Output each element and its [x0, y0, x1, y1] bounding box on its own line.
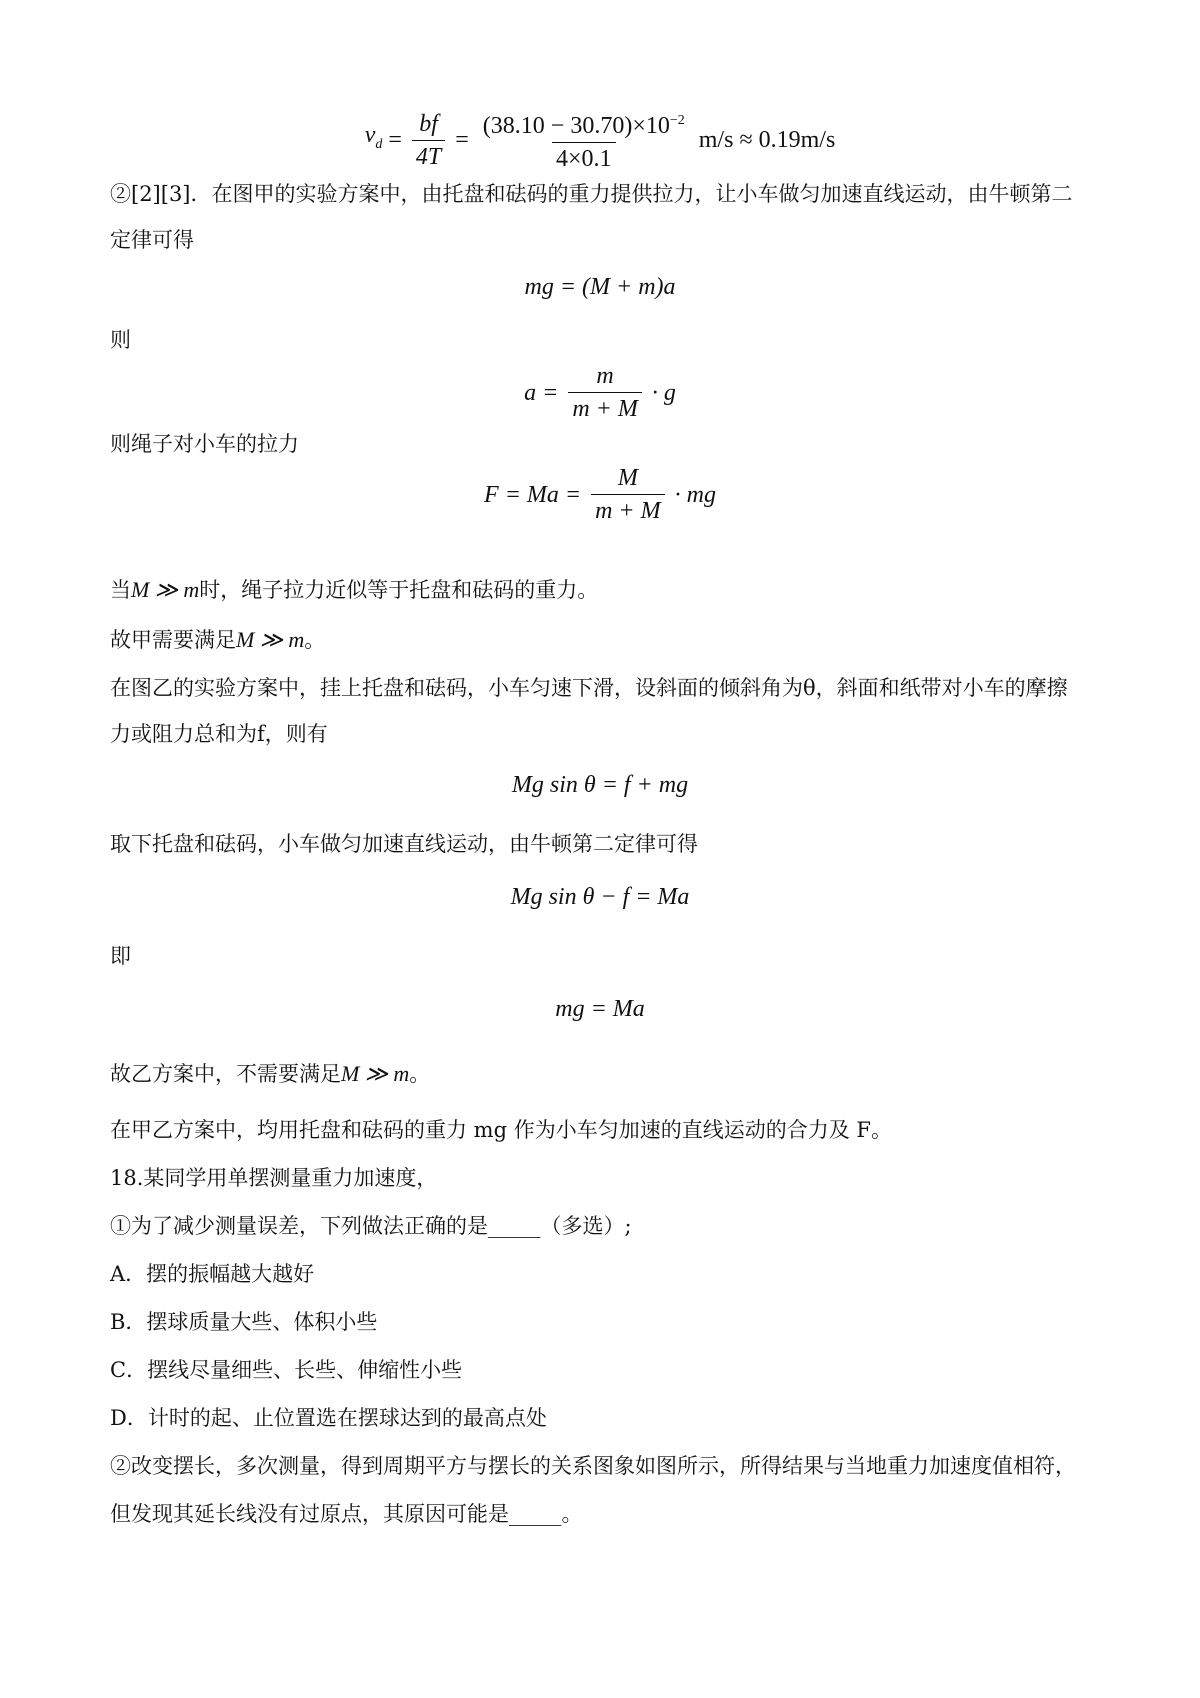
eq3-lhs: F = Ma = [484, 481, 582, 508]
paragraph: 即 [110, 944, 131, 968]
eq-vd-lhs: v [364, 122, 376, 149]
frac-exponent: −2 [669, 113, 685, 128]
frac-numerator: (38.10 − 30.70)×10 [482, 113, 670, 139]
frac-denominator: 4T [412, 140, 445, 170]
paragraph: 在甲乙方案中，均用托盘和砝码的重力 mg 作为小车匀加速的直线运动的合力及 F。 [110, 1118, 892, 1142]
option-a: A．摆的振幅越大越好 [110, 1262, 315, 1286]
equation-5: Mg sin θ − f = Ma [510, 884, 690, 910]
text: 当 [110, 578, 131, 602]
paragraph [110, 626, 1090, 654]
question-title: 18.某同学用单摆测量重力加速度， [110, 1166, 438, 1190]
text: 故甲需要满足 [110, 628, 236, 652]
frac-numerator: bf [419, 110, 438, 137]
fraction-numeric [479, 108, 689, 172]
paragraph: 力或阻力总和为f，则有 [110, 722, 328, 746]
option-d: D．计时的起、止位置选在摆球达到的最高点处 [110, 1406, 547, 1430]
frac-denominator: m + M [568, 392, 642, 422]
equation-6: mg = Ma [555, 996, 645, 1022]
frac-numerator: M [617, 465, 638, 491]
paragraph: 在图乙的实验方案中，挂上托盘和砝码，小车匀速下滑，设斜面的倾斜角为θ，斜面和纸带对小车的摩擦 [110, 676, 1068, 700]
frac-denominator: 4×0.1 [552, 142, 616, 172]
paragraph: ②[2][3]．在图甲的实验方案中，由托盘和砝码的重力提供拉力，让小车做匀加速直线运动，由牛顿第二 [110, 182, 1073, 206]
text: 。 [304, 628, 326, 652]
frac-numerator: m [596, 363, 614, 389]
equation-vd: $v_d$ = $\frac{bf}{4T}$ = $\frac{(38.10 - 30.70)\times 10^{-2}}{4\times 0.1}$ m/s ≈ 0.19m/s [0, 108, 1200, 172]
math-inline: M ≫ m [236, 627, 305, 652]
math-inline: M ≫ m [131, 577, 200, 602]
paragraph: 取下托盘和砝码，小车做匀加速直线运动，由牛顿第二定律可得 [110, 832, 698, 856]
question-part-2: ②改变摆长，多次测量，得到周期平方与摆长的关系图象如图所示，所得结果与当地重力加速度值相符， [110, 1454, 1076, 1478]
eq3-tail: · mg [674, 481, 716, 508]
equation-2 [0, 363, 1200, 422]
question-part-2-cont: 但发现其延长线没有过原点，其原因可能是_____。 [110, 1502, 583, 1526]
frac-denominator: m + M [591, 494, 665, 524]
paragraph [110, 1060, 1090, 1088]
paragraph [110, 576, 1090, 604]
option-b: B．摆球质量大些、体积小些 [110, 1310, 378, 1334]
option-c: C．摆线尽量细些、长些、伸缩性小些 [110, 1358, 463, 1382]
paragraph: 定律可得 [110, 228, 194, 252]
equation-3 [0, 465, 1200, 524]
eq-vd-tail: m/s ≈ 0.19m/s [698, 127, 836, 153]
eq-vd-sub: d [375, 136, 383, 152]
math-inline: M ≫ m [341, 1061, 410, 1086]
text: 故乙方案中，不需要满足 [110, 1062, 341, 1086]
question-part-1: ①为了减少测量误差，下列做法正确的是_____（多选）; [110, 1214, 632, 1238]
eq2-tail: · g [651, 379, 676, 406]
text: 。 [409, 1062, 431, 1086]
fraction [591, 465, 665, 524]
equation-4: Mg sin θ = f + mg [511, 772, 689, 798]
fraction-bf-4t [412, 111, 445, 170]
paragraph: 则 [110, 328, 131, 352]
paragraph: 则绳子对小车的拉力 [110, 432, 299, 456]
eq2-lhs: a = [524, 379, 559, 406]
fraction [568, 363, 642, 422]
equation-1: mg = (M + m)a [524, 274, 676, 300]
text: 时，绳子拉力近似等于托盘和砝码的重力。 [199, 578, 599, 602]
